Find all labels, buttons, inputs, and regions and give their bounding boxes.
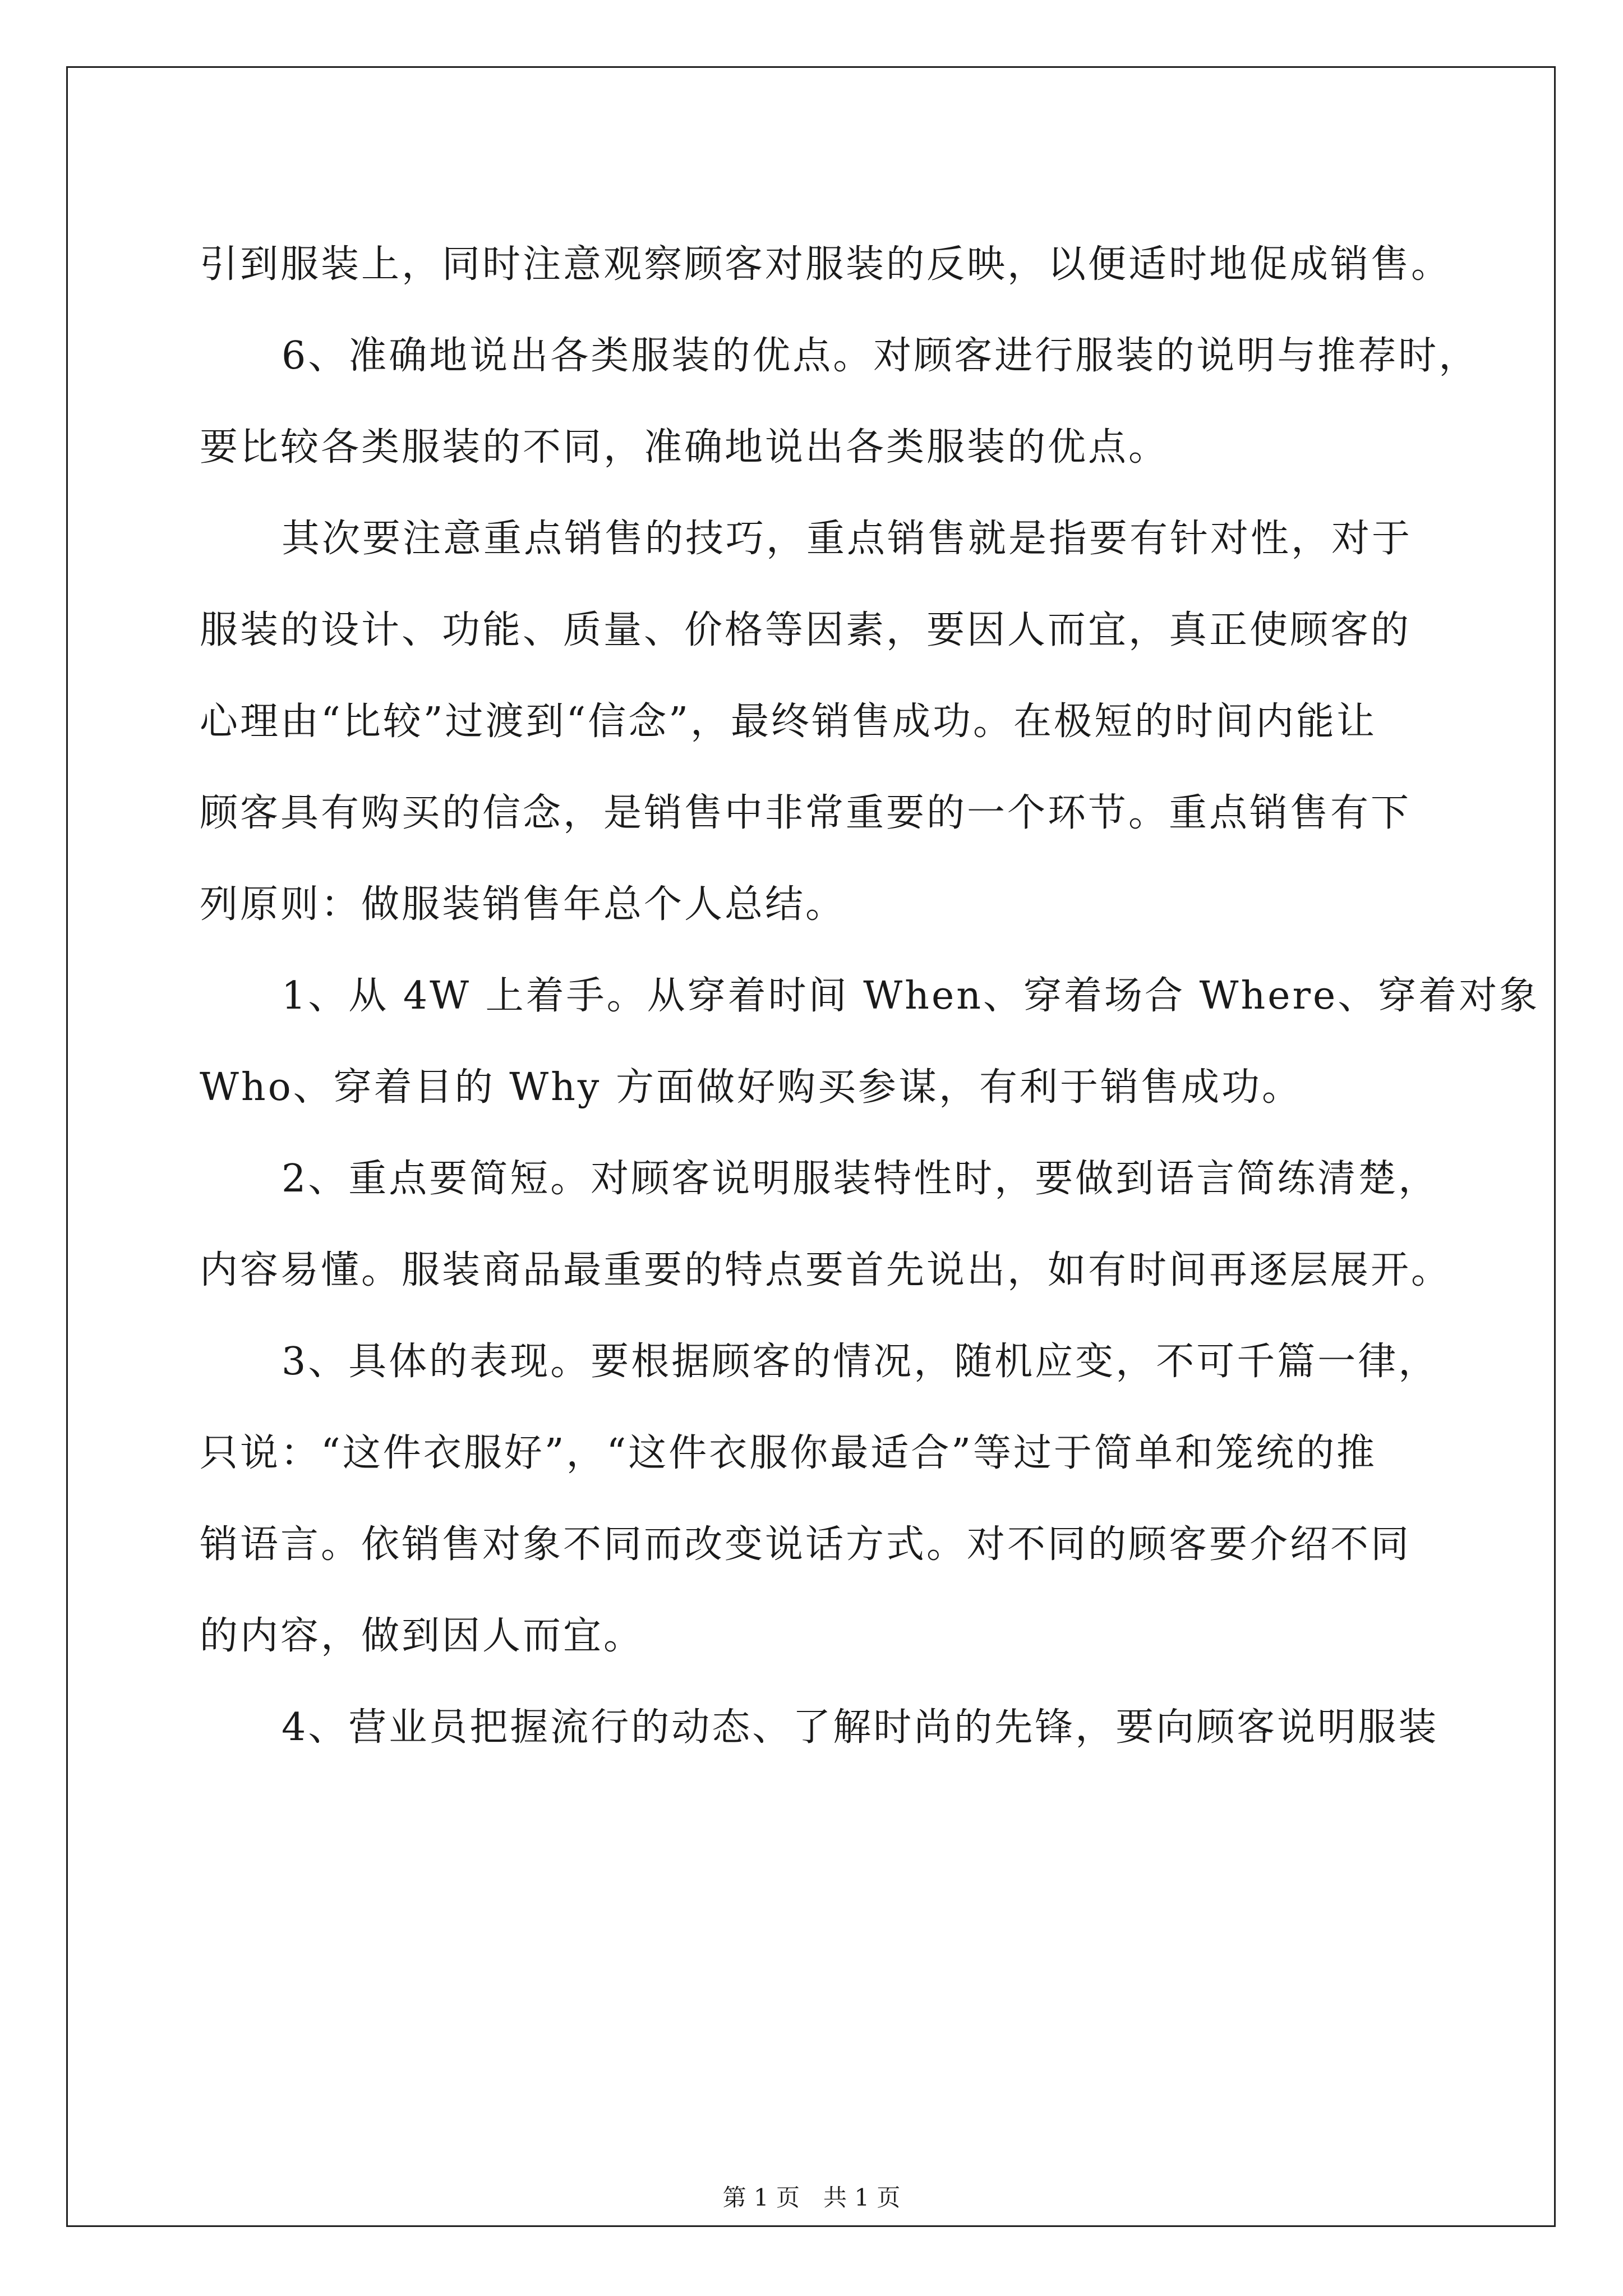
document-body [200, 219, 1540, 1773]
text-line-3: 要比较各类服装的不同，准确地说出各类服装的优点。 [200, 425, 1169, 470]
text-line-8: 列原则：做服装销售年总个人总结。 [200, 882, 846, 927]
text-line-2: 6、准确地说出各类服装的优点。对顾客进行服装的说明与推荐时， [282, 334, 1479, 378]
text-line-6: 心理由“比较”过渡到“信念”，最终销售成功。在极短的时间内能让 [200, 700, 1377, 744]
text-line-7: 顾客具有购买的信念，是销售中非常重要的一个环节。重点销售有下 [200, 791, 1412, 835]
text-line-17: 4、营业员把握流行的动态、了解时尚的先锋，要向顾客说明服装 [282, 1705, 1439, 1750]
text-line-14: 只说：“这件衣服好”，“这件衣服你最适合”等过于简单和笼统的推 [200, 1431, 1377, 1475]
text-line-15: 销语言。依销售对象不同而改变说话方式。对不同的顾客要介绍不同 [200, 1522, 1412, 1567]
text-line-12: 内容易懂。服装商品最重要的特点要首先说出，如有时间再逐层展开。 [200, 1248, 1452, 1292]
text-line-4: 其次要注意重点销售的技巧，重点销售就是指要有针对性，对于 [282, 517, 1413, 561]
text-line-16: 的内容，做到因人而宜。 [200, 1614, 644, 1658]
page-number: 第 1 页 共 1 页 [722, 2184, 901, 2211]
text-line-13: 3、具体的表现。要根据顾客的情况，随机应变，不可千篇一律， [282, 1340, 1439, 1384]
text-line-9: 1、从 4W 上着手。从穿着时间 When、穿着场合 Where、穿着对象 [282, 974, 1540, 1018]
text-line-11: 2、重点要简短。对顾客说明服装特性时，要做到语言简练清楚， [282, 1157, 1439, 1201]
text-line-10: Who、穿着目的 Why 方面做好购买参谋，有利于销售成功。 [200, 1065, 1302, 1110]
text-line-1: 引到服装上，同时注意观察顾客对服装的反映，以便适时地促成销售。 [200, 242, 1452, 287]
text-line-5: 服装的设计、功能、质量、价格等因素，要因人而宜，真正使顾客的 [200, 608, 1412, 652]
